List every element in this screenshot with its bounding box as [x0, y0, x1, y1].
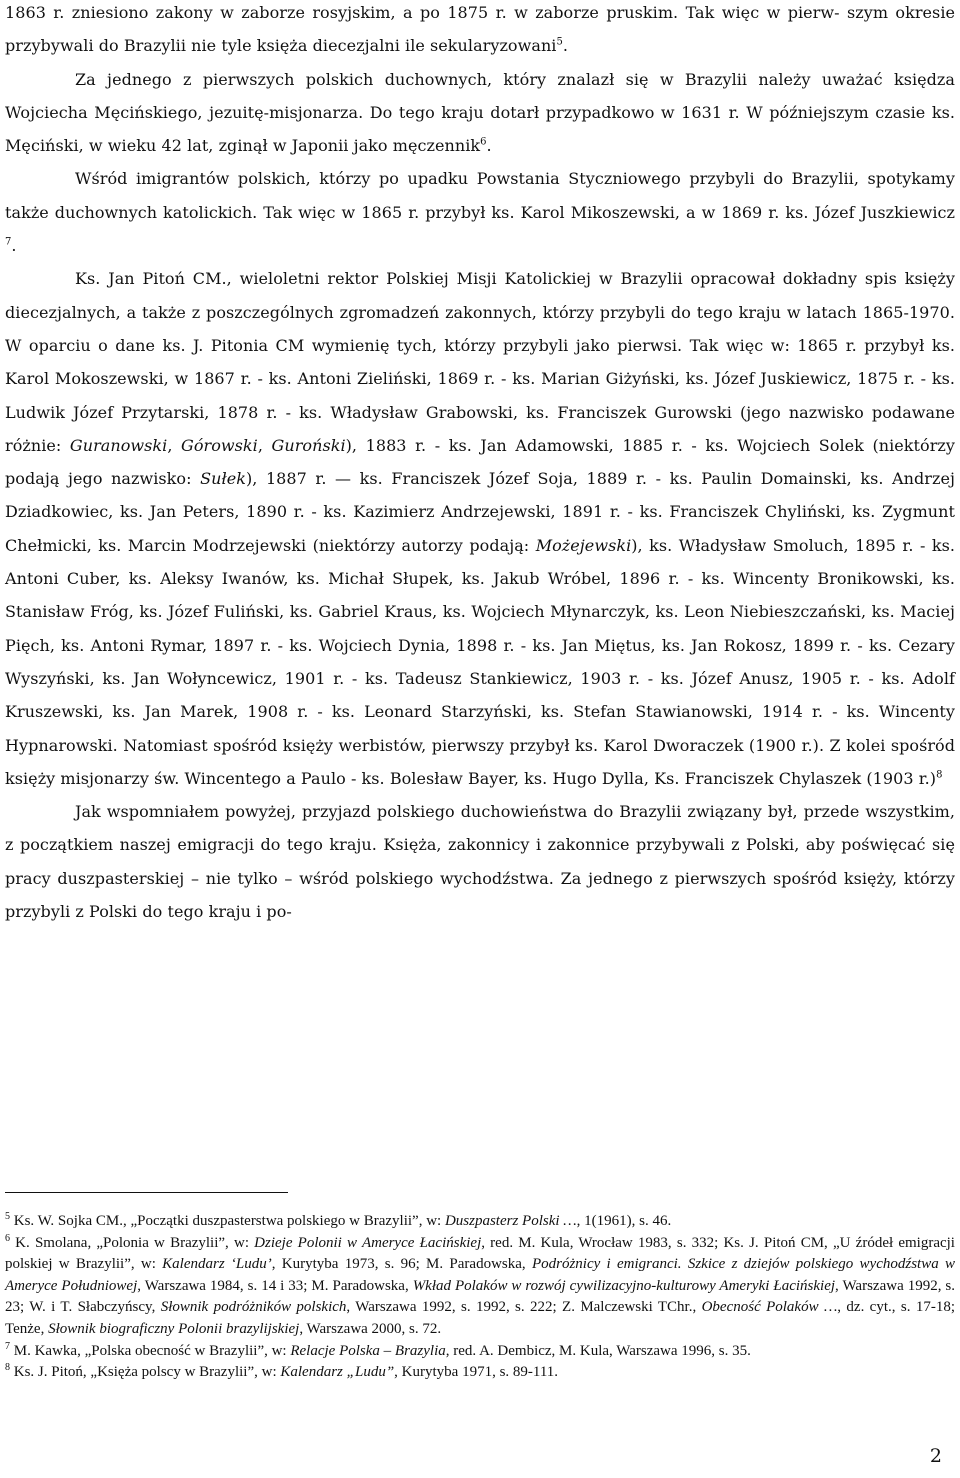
footnote-text: , 1(1961), s. 46. — [576, 1213, 672, 1229]
paragraph-1-end: . — [562, 36, 569, 56]
paragraph-1-line-1: 1863 r. zniesiono zakony w zaborze rosyjskim, a po 1875 r. w zaborze pruskim. Tak więc w pierw- — [5, 3, 840, 22]
footnote-title: Relacje Polska – Brazylia — [290, 1342, 446, 1359]
footnote-ref-8[interactable]: 8 — [936, 769, 943, 781]
footnote-number: 8 — [5, 1362, 10, 1374]
footnote-text: , Warszawa 2000, s. 72. — [299, 1320, 442, 1337]
footnote-title: Duszpasterz Polski … — [444, 1213, 577, 1229]
footnote-text: , Kurytyba 1971, s. 89-111. — [394, 1364, 559, 1381]
footnote-title: Kalendarz „Ludu” — [280, 1364, 395, 1381]
footnote-separator — [5, 1192, 288, 1193]
variant-name-gorowski: Górowski — [181, 435, 258, 455]
variant-name-mozejewski: Możejewski — [535, 535, 632, 555]
paragraph-4-text-c: ), 1887 r. — ks. Franciszek Józef Soja, 1889 r. - ks. Paulin Domainski, ks. Andrzej Dziadkowiec, ks. Jan Peters, 1890 r. - ks. Kazimierz Andrzejewski, 1891 r. - ks. Franciszek Chyliński, ks. Zygmunt Chełmicki, ks. Marcin Modrzejewski (niektórzy autorzy podają: — [5, 469, 955, 555]
separator: , — [167, 435, 182, 455]
paragraph-1-line-2: szym okresie przybywali do Brazylii nie tyle księża diecezjalni ile sekularyzowani — [5, 3, 956, 56]
footnote-ref-7[interactable]: 7 — [5, 236, 12, 248]
footnote-ref-5[interactable]: 5 — [556, 36, 563, 48]
variant-name-guronski: Guroński — [271, 435, 346, 455]
paragraph-2-text: Za jednego z pierwszych polskich duchownych, który znalazł się w Brazylii należy uważać księdza Wojciecha Męcińskiego, jezuitę-misjonarza. Do tego kraju dotarł przypadkowo w 1631 r. W późniejszym czasie ks. Męciński, w wieku 42 lat, zginął w Japonii jako męczennik — [5, 69, 955, 156]
footnote-text: K. Smolana, „Polonia w Brazylii”, w: — [10, 1234, 255, 1251]
footnote-text: , Warszawa 1992, s. 1992, s. 222; Z. Malczewski TChr., — [346, 1299, 702, 1316]
footnote-7 — [5, 1341, 955, 1363]
main-text — [5, 0, 955, 928]
footnote-ref-6[interactable]: 6 — [480, 136, 487, 148]
footnote-text: , Warszawa 1984, s. 14 i 33; M. Paradowska, — [137, 1277, 413, 1294]
footnote-8 — [5, 1362, 955, 1384]
footnotes — [5, 1211, 955, 1384]
footnote-number: 7 — [5, 1340, 10, 1352]
variant-name-guranowski: Guranowski — [69, 435, 168, 455]
footnote-number: 5 — [5, 1211, 10, 1222]
footnote-text: M. Kawka, „Polska obecność w Brazylii”, w: — [10, 1342, 291, 1359]
footnote-number: 6 — [5, 1232, 10, 1244]
footnote-5 — [5, 1211, 955, 1233]
footnote-text: , dz. cyt., s. 17-18; Tenże, — [5, 1299, 955, 1337]
paragraph-3 — [5, 162, 955, 262]
footnote-6 — [5, 1233, 955, 1341]
paragraph-2 — [5, 63, 955, 163]
paragraph-4-text-d: ), ks. Władysław Smoluch, 1895 r. - ks. Antoni Cuber, ks. Aleksy Iwanów, ks. Michał Słupek, ks. Jakub Wróbel, 1896 r. - ks. Wincenty Bronikowski, ks. Stanisław Fróg, ks. Józef Fuliński, ks. Gabriel Kraus, ks. Wojciech Młynarczyk, ks. Leon Niebieszczański, ks. Maciej Pięch, ks. Antoni Rymar, 1897 r. - ks. Wojciech Dynia, 1898 r. - ks. Jan Miętus, ks. Jan Rokosz, 1899 r. - ks. Cezary Wyszyński, ks. Jan Wołyncewicz, 1901 r. - ks. Tadeusz Stankiewicz, 1903 r. - ks. Józef Anusz, 1905 r. - ks. Adolf Kruszewski, ks. Jan Marek, 1908 r. - ks. Leonard Starzyński, ks. Stefan Stawianowski, 1914 r. - ks. Wincenty Hypnarowski. Natomiast spośród księży werbistów, pierwszy przybył ks. Karol Dworaczek (1900 r.). Z kolei spośród księży misjonarzy św. Wincentego a Paulo - ks. Bolesław Bayer, ks. Hugo Dylla, Ks. Franciszek Chylaszek (1903 r.) — [5, 535, 955, 788]
paragraph-5-text: Jak wspomniałem powyżej, przyjazd polskiego duchowieństwa do Brazylii związany był, przede wszystkim, z początkiem naszej emigracji do tego kraju. Księża, zakonnicy i zakonnice przybywali z Polski, aby poświęcać się pracy duszpasterskiej – nie tylko – wśród polskiego wychodźstwa. Za jednego z pierwszych spośród księży, którzy przybyli z Polski do tego kraju i po- — [5, 802, 955, 922]
paragraph-3-end: . — [11, 236, 17, 256]
footnote-text: , red. M. Kula, Wrocław 1983, s. 332; Ks. J. Pitoń CM, „U źródeł emigracji polskiej w Brazylii”, w: — [5, 1234, 955, 1273]
paragraph-4-text-a: Ks. Jan Pitoń CM., wieloletni rektor Polskiej Misji Katolickiej w Brazylii opracował dokładny spis księży diecezjalnych, a także z poszczególnych zgromadzeń zakonnych, którzy przybyli do tego kraju w latach 1865-1970. W oparciu o dane ks. J. Pitonia CM wymienię tych, którzy przybyli jako pierwsi. Tak więc w: 1865 r. przybył ks. Karol Mokoszewski, w 1867 r. - ks. Antoni Zieliński, 1869 r. - ks. Marian Giżyński, ks. Józef Juskiewicz, 1875 r. - ks. Ludwik Józef Przytarski, 1878 r. - ks. Władysław Grabowski, ks. Franciszek Gurowski (jego nazwisko podawane różnie: — [5, 269, 955, 455]
paragraph-3-text: Wśród imigrantów polskich, którzy po upadku Powstania Styczniowego przybyli do Brazylii, spotykamy także duchownych katolickich. Tak więc w 1865 r. przybył ks. Karol Mikoszewski, a w 1869 r. ks. Józef Juszkiewicz — [5, 169, 955, 222]
separator: , — [257, 435, 272, 455]
footnote-text: , Warszawa 1992, s. 23; W. i T. Słabczyńscy, — [5, 1277, 955, 1316]
footnote-text: , red. A. Dembicz, M. Kula, Warszawa 1996, s. 35. — [445, 1342, 751, 1359]
paragraph-4 — [5, 262, 955, 795]
footnote-title: Słownik podróżników polskich — [160, 1299, 347, 1316]
footnote-title: Podróżnicy i emigranci. Szkice z dziejów polskiego wychodźstwa w Ameryce Południowej — [5, 1256, 955, 1294]
paragraph-1 — [5, 0, 955, 63]
footnote-title: Słownik biograficzny Polonii brazylijskiej — [48, 1320, 300, 1337]
footnote-title: Dzieje Polonii w Ameryce Łacińskiej — [254, 1234, 482, 1251]
page-number: 2 — [929, 1445, 942, 1467]
variant-name-sulek: Sułek — [200, 469, 246, 489]
footnote-title: Wkład Polaków w rozwój cywilizacyjno-kulturowy Ameryki Łacińskiej — [412, 1277, 836, 1294]
paragraph-5 — [5, 795, 955, 928]
paragraph-4-text-b: ), 1883 r. - ks. Jan Adamowski, 1885 r. - ks. Wojciech Solek (niektórzy podają jego nazwisko: — [5, 435, 955, 489]
footnote-title: Obecność Polaków … — [701, 1299, 838, 1316]
footnote-title: Kalendarz ‘Ludu’ — [162, 1256, 272, 1273]
footnote-text: Ks. J. Pitoń, „Księża polscy w Brazylii”, w: — [10, 1364, 281, 1381]
footnote-text: Ks. W. Sojka CM., „Początki duszpasterstwa polskiego w Brazylii”, w: — [10, 1213, 445, 1229]
paragraph-2-end: . — [486, 136, 492, 156]
footnote-text: , Kurytyba 1973, s. 96; M. Paradowska, — [271, 1256, 532, 1273]
